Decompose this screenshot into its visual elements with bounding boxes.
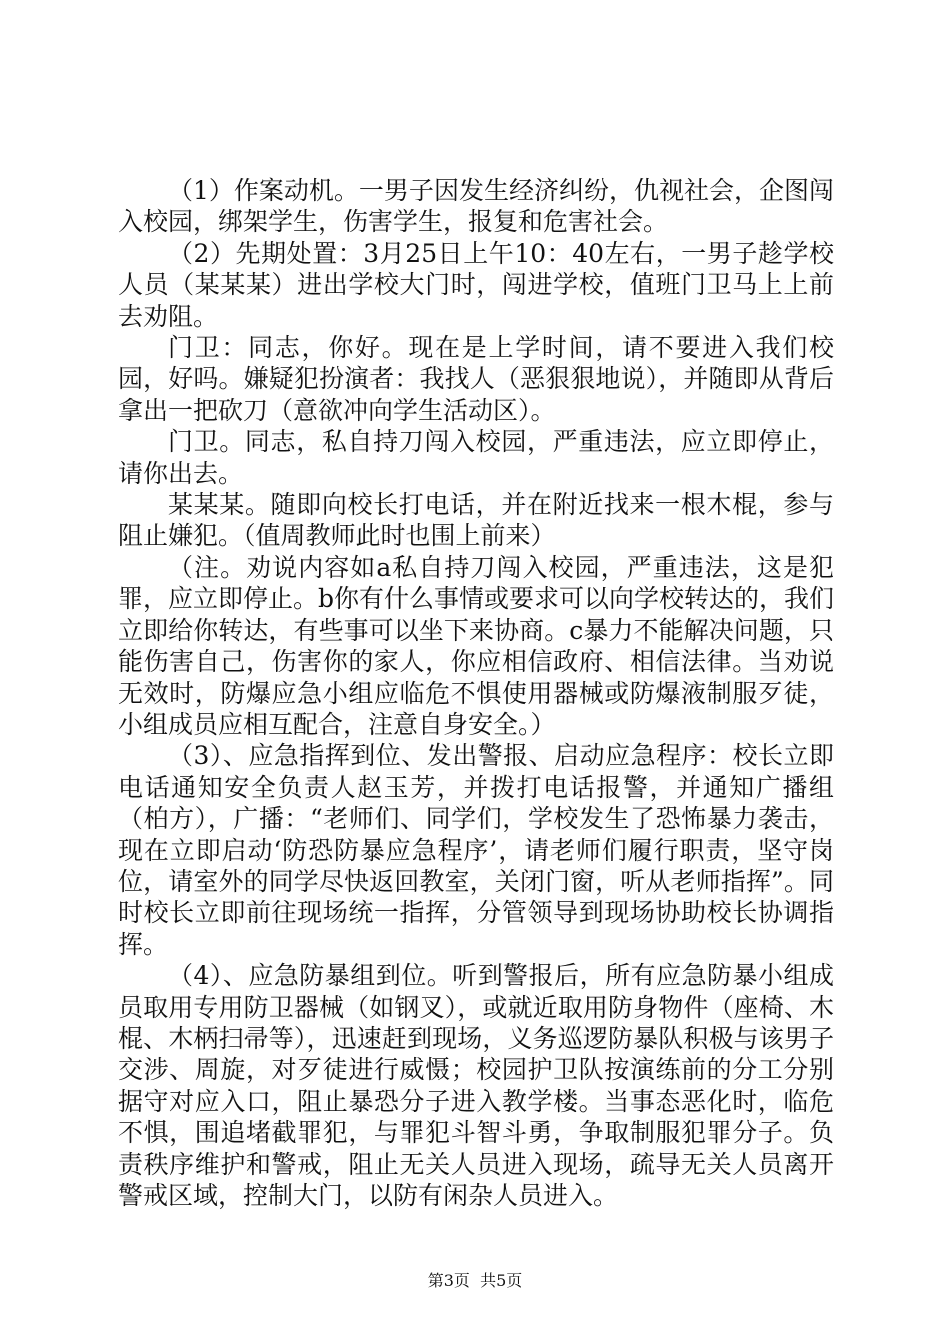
paragraph-persuasion-note: （注。劝说内容如a私自持刀闯入校园，严重违法，这是犯罪，应立即停止。b你有什么事情或要求可以向学校转达的，我们立即给你转达，有些事可以坐下来协商。c暴力不能解决问题，只能伤害自己，伤害你的家人，你应相信政府、相信法律。当劝说无效时，防爆应急小组应临危不惧使用器械或防爆液制服歹徒，小组成员应相互配合，注意自身安全。）	[118, 552, 835, 739]
page-number-label: 第3页 共5页	[427, 1271, 523, 1290]
paragraph-riot-team: （4）、应急防暴组到位。听到警报后，所有应急防暴小组成员取用专用防卫器械（如钢叉），或就近取用防身物件（座椅、木棍、木柄扫帚等），迅速赶到现场，义务巡逻防暴队积极与该男子交涉、周旋，对歹徒进行威慑；校园护卫队按演练前的分工分别据守对应入口，阻止暴恐分子进入教学楼。当事态恶化时，临危不惧，围追堵截罪犯，与罪犯斗智斗勇，争取制服犯罪分子。负责秩序维护和警戒，阻止无关人员进入现场，疏导无关人员离开警戒区域，控制大门，以防有闲杂人员进入。	[118, 961, 834, 1210]
paragraph-guard-dialogue: 门卫：同志，你好。现在是上学时间，请不要进入我们校园，好吗。嫌疑犯扮演者：我找人（恶狠狠地说），并随即从背后拿出一把砍刀（意欲冲向学生活动区）。	[118, 333, 834, 425]
paragraph-command-alarm: （3）、应急指挥到位、发出警报、启动应急程序：校长立即电话通知安全负责人赵玉芳，并拨打电话报警，并通知广播组（柏方），广播：“老师们、同学们，学校发生了恐怖暴力袭击，现在立即启动‘防恐防暴应急程序’，请老师们履行职责，坚守岗位，请室外的同学尽快返回教室，关闭门窗，听从老师指挥”。同时校长立即前往现场统一指挥，分管领导到现场协助校长协调指挥。	[118, 741, 834, 959]
paragraph-initial-response: （2）先期处置：3月25日上午10：40左右，一男子趁学校人员（某某某）进出学校大门时，闯进学校，值班门卫马上上前去劝阻。	[118, 238, 834, 331]
document-body	[118, 175, 834, 1211]
page-footer	[0, 1271, 950, 1291]
paragraph-guard-warning: 门卫。同志，私自持刀闯入校园，严重违法，应立即停止，请你出去。	[118, 427, 834, 488]
paragraph-motive: （1）作案动机。一男子因发生经济纠纷，仇视社会，企图闯入校园，绑架学生，伤害学生，报复和危害社会。	[118, 176, 834, 237]
paragraph-staff-action: 某某某。随即向校长打电话，并在附近找来一根木棍，参与阻止嫌犯。（值周教师此时也围上前来）	[118, 490, 834, 551]
